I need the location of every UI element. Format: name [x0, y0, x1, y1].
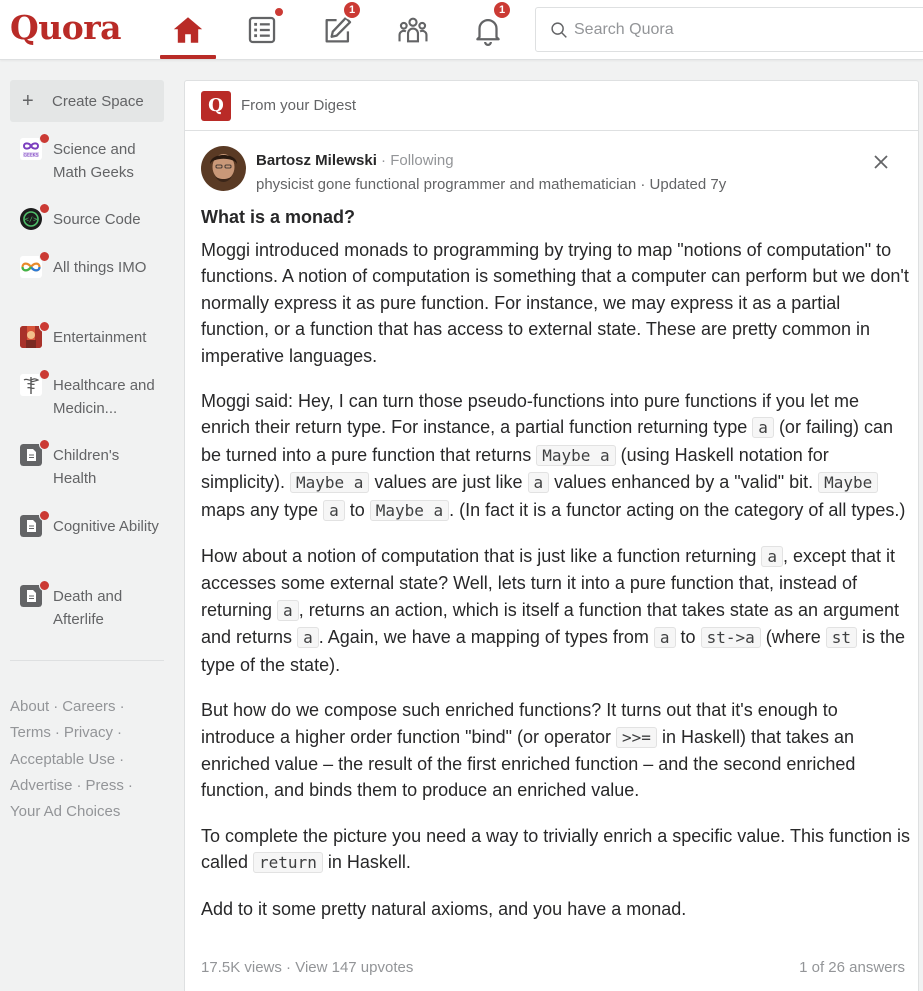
sidebar-item-label: Cognitive Ability: [53, 518, 159, 535]
space-notification-dot: [39, 321, 50, 332]
answer-position: 1 of 26 answers: [799, 959, 905, 976]
svg-text:</>: </>: [24, 215, 38, 224]
answer-card: [184, 80, 919, 991]
answer-paragraph: Moggi introduced monads to programming by trying to map "notions of computation" to functions. A notion of computation is something that a computer can perform but we don't normally express it as pure function. For instance, we may express it as a partial function, or a function that has access to external state. These are pretty common in imperative languages.: [201, 240, 909, 366]
sidebar-item-label: Children's Health: [53, 447, 120, 487]
answer-body: [201, 237, 911, 941]
author-name[interactable]: Bartosz Milewski: [256, 152, 377, 169]
dismiss-button[interactable]: [869, 150, 893, 174]
footer-link-advertise[interactable]: Advertise: [10, 776, 73, 794]
inline-code: Maybe: [818, 472, 878, 493]
source-code-icon: [20, 208, 42, 230]
footer-link-privacy[interactable]: Privacy: [63, 724, 114, 742]
space-notification-dot: [39, 510, 50, 521]
answer-paragraph: But how do we compose such enriched functions? It turns out that it's enough to introduce a higher order function "bind" (or operator >>= in Haskell) that takes an enriched value – the result of the first enriched function – and the second enriched function, and binds them to produce an enriched value.: [201, 700, 856, 801]
nav-home-active-indicator: [160, 55, 216, 59]
inline-code: Maybe a: [370, 500, 449, 521]
nav-answer-button[interactable]: [310, 4, 366, 52]
create-space-button[interactable]: [10, 80, 164, 122]
digest-header: [185, 81, 918, 131]
space-notification-dot: [39, 203, 50, 214]
home-icon: [171, 13, 205, 47]
inline-code: return: [253, 852, 323, 873]
space-notification-dot: [39, 580, 50, 591]
sidebar-divider: [10, 660, 164, 661]
close-icon: [873, 154, 889, 170]
document-icon: [20, 585, 42, 607]
footer-link-careers[interactable]: Careers: [62, 698, 116, 715]
inline-code: Maybe a: [536, 445, 615, 466]
plus-icon: +: [22, 90, 34, 112]
quora-q-icon: Q: [201, 91, 231, 121]
author-separator: ·: [381, 152, 387, 169]
notifications-badge: 1: [492, 0, 512, 20]
author-credential: physicist gone functional programmer and mathematician · Updated 7y: [256, 176, 727, 193]
nav-notifications-button[interactable]: [460, 4, 516, 52]
space-notification-dot: [39, 369, 50, 380]
caduceus-icon: [20, 374, 42, 396]
following-status[interactable]: Following: [390, 152, 454, 169]
search-input[interactable]: [574, 21, 904, 39]
sidebar-item-all-things-imo[interactable]: [10, 256, 164, 280]
inline-code: a: [528, 472, 550, 493]
footer-link-press[interactable]: Press: [85, 776, 124, 794]
inline-code: a: [654, 627, 676, 648]
digest-label: From your Digest: [241, 97, 357, 114]
inline-code: a: [761, 546, 783, 567]
sidebar: [10, 80, 164, 821]
create-space-label: Create Space: [52, 92, 144, 110]
nav-home-button[interactable]: [160, 8, 216, 52]
answer-paragraph: To complete the picture you need a way to trivially enrich a specific value. This function is called return in Haskell.: [201, 825, 911, 873]
inline-code: a: [297, 627, 319, 648]
sidebar-item-label: Source Code: [53, 211, 141, 228]
footer-link-about[interactable]: About: [10, 698, 50, 715]
sidebar-item-label: All things IMO: [53, 259, 147, 276]
author-info: [256, 152, 454, 169]
sidebar-item-childrens-health[interactable]: [10, 444, 164, 490]
inline-code: Maybe a: [290, 472, 369, 493]
sidebar-item-entertainment[interactable]: [10, 326, 164, 350]
question-title[interactable]: What is a monad?: [201, 207, 356, 227]
avatar[interactable]: [201, 146, 246, 191]
search-icon: [548, 19, 570, 41]
infinity-imo-icon: [20, 256, 42, 278]
space-notification-dot: [39, 133, 50, 144]
answer-paragraph: Moggi said: Hey, I can turn those pseudo-functions into pure functions if you let me enrich their return type. For instance, a partial function returning type a (or failing) can be turned into a pure function that returns Maybe a (using Haskell notation for simplicity). Maybe a values are just like a values enhanced by a "valid" bit. Maybe maps any type a to Maybe a . (In fact it is a functor acting on the category of all types.): [201, 391, 906, 520]
document-icon: [20, 515, 42, 537]
infinity-geeks-icon: [20, 138, 42, 160]
following-notification-dot: [274, 7, 284, 17]
answer-paragraph: Add to it some pretty natural axioms, and you have a monad.: [201, 898, 687, 919]
answer-stats[interactable]: 17.5K views · View 147 upvotes: [201, 959, 414, 976]
answer-footer: [201, 959, 905, 976]
svg-text:GEEKS: GEEKS: [23, 153, 39, 159]
search-box[interactable]: [535, 7, 923, 52]
sidebar-item-healthcare-and-medicine[interactable]: [10, 374, 164, 420]
sidebar-item-label: Healthcare and Medicin...: [53, 377, 155, 417]
inline-code: >>=: [616, 727, 657, 748]
inline-code: a: [752, 417, 774, 438]
sidebar-item-cognitive-ability[interactable]: [10, 515, 164, 539]
following-list-icon: [245, 13, 279, 47]
sidebar-item-label: Entertainment: [53, 329, 147, 346]
space-notification-dot: [39, 439, 50, 450]
sidebar-item-label: Science and Math Geeks: [53, 141, 136, 181]
footer-link-acceptable-use[interactable]: Acceptable Use: [10, 750, 116, 768]
nav-following-button[interactable]: [234, 8, 290, 52]
inline-code: a: [323, 500, 345, 521]
entertainment-icon: [20, 326, 42, 348]
space-notification-dot: [39, 251, 50, 262]
top-header: [0, 0, 923, 60]
inline-code: st: [826, 627, 857, 648]
inline-code: a: [277, 600, 299, 621]
document-icon: [20, 444, 42, 466]
answer-badge: 1: [342, 0, 362, 20]
nav-spaces-button[interactable]: [385, 8, 441, 52]
sidebar-item-death-and-afterlife[interactable]: [10, 585, 164, 631]
footer-link-ad-choices[interactable]: Your Ad Choices: [10, 803, 121, 821]
people-group-icon: [396, 13, 430, 47]
sidebar-item-source-code[interactable]: [10, 208, 164, 232]
quora-logo[interactable]: Quora: [10, 8, 122, 47]
sidebar-footer-links: About · Careers · Terms · Privacy · Acceptable Use · Advertise · Press · Your Ad Choices: [10, 698, 133, 821]
author-row: [201, 146, 901, 196]
footer-link-terms[interactable]: Terms: [10, 724, 51, 742]
sidebar-item-science-and-math-geeks[interactable]: [10, 138, 164, 184]
answer-paragraph: How about a notion of computation that is just like a function returning a , except that it accesses some external state? Well, lets turn it into a pure function that, instead of returning a , returns an action, which is itself a function that takes state as an argument and returns a . Again, we have a mapping of types from a to st->a (where st is the type of the state).: [201, 546, 906, 675]
sidebar-item-label: Death and Afterlife: [53, 588, 123, 628]
inline-code: st->a: [701, 627, 761, 648]
